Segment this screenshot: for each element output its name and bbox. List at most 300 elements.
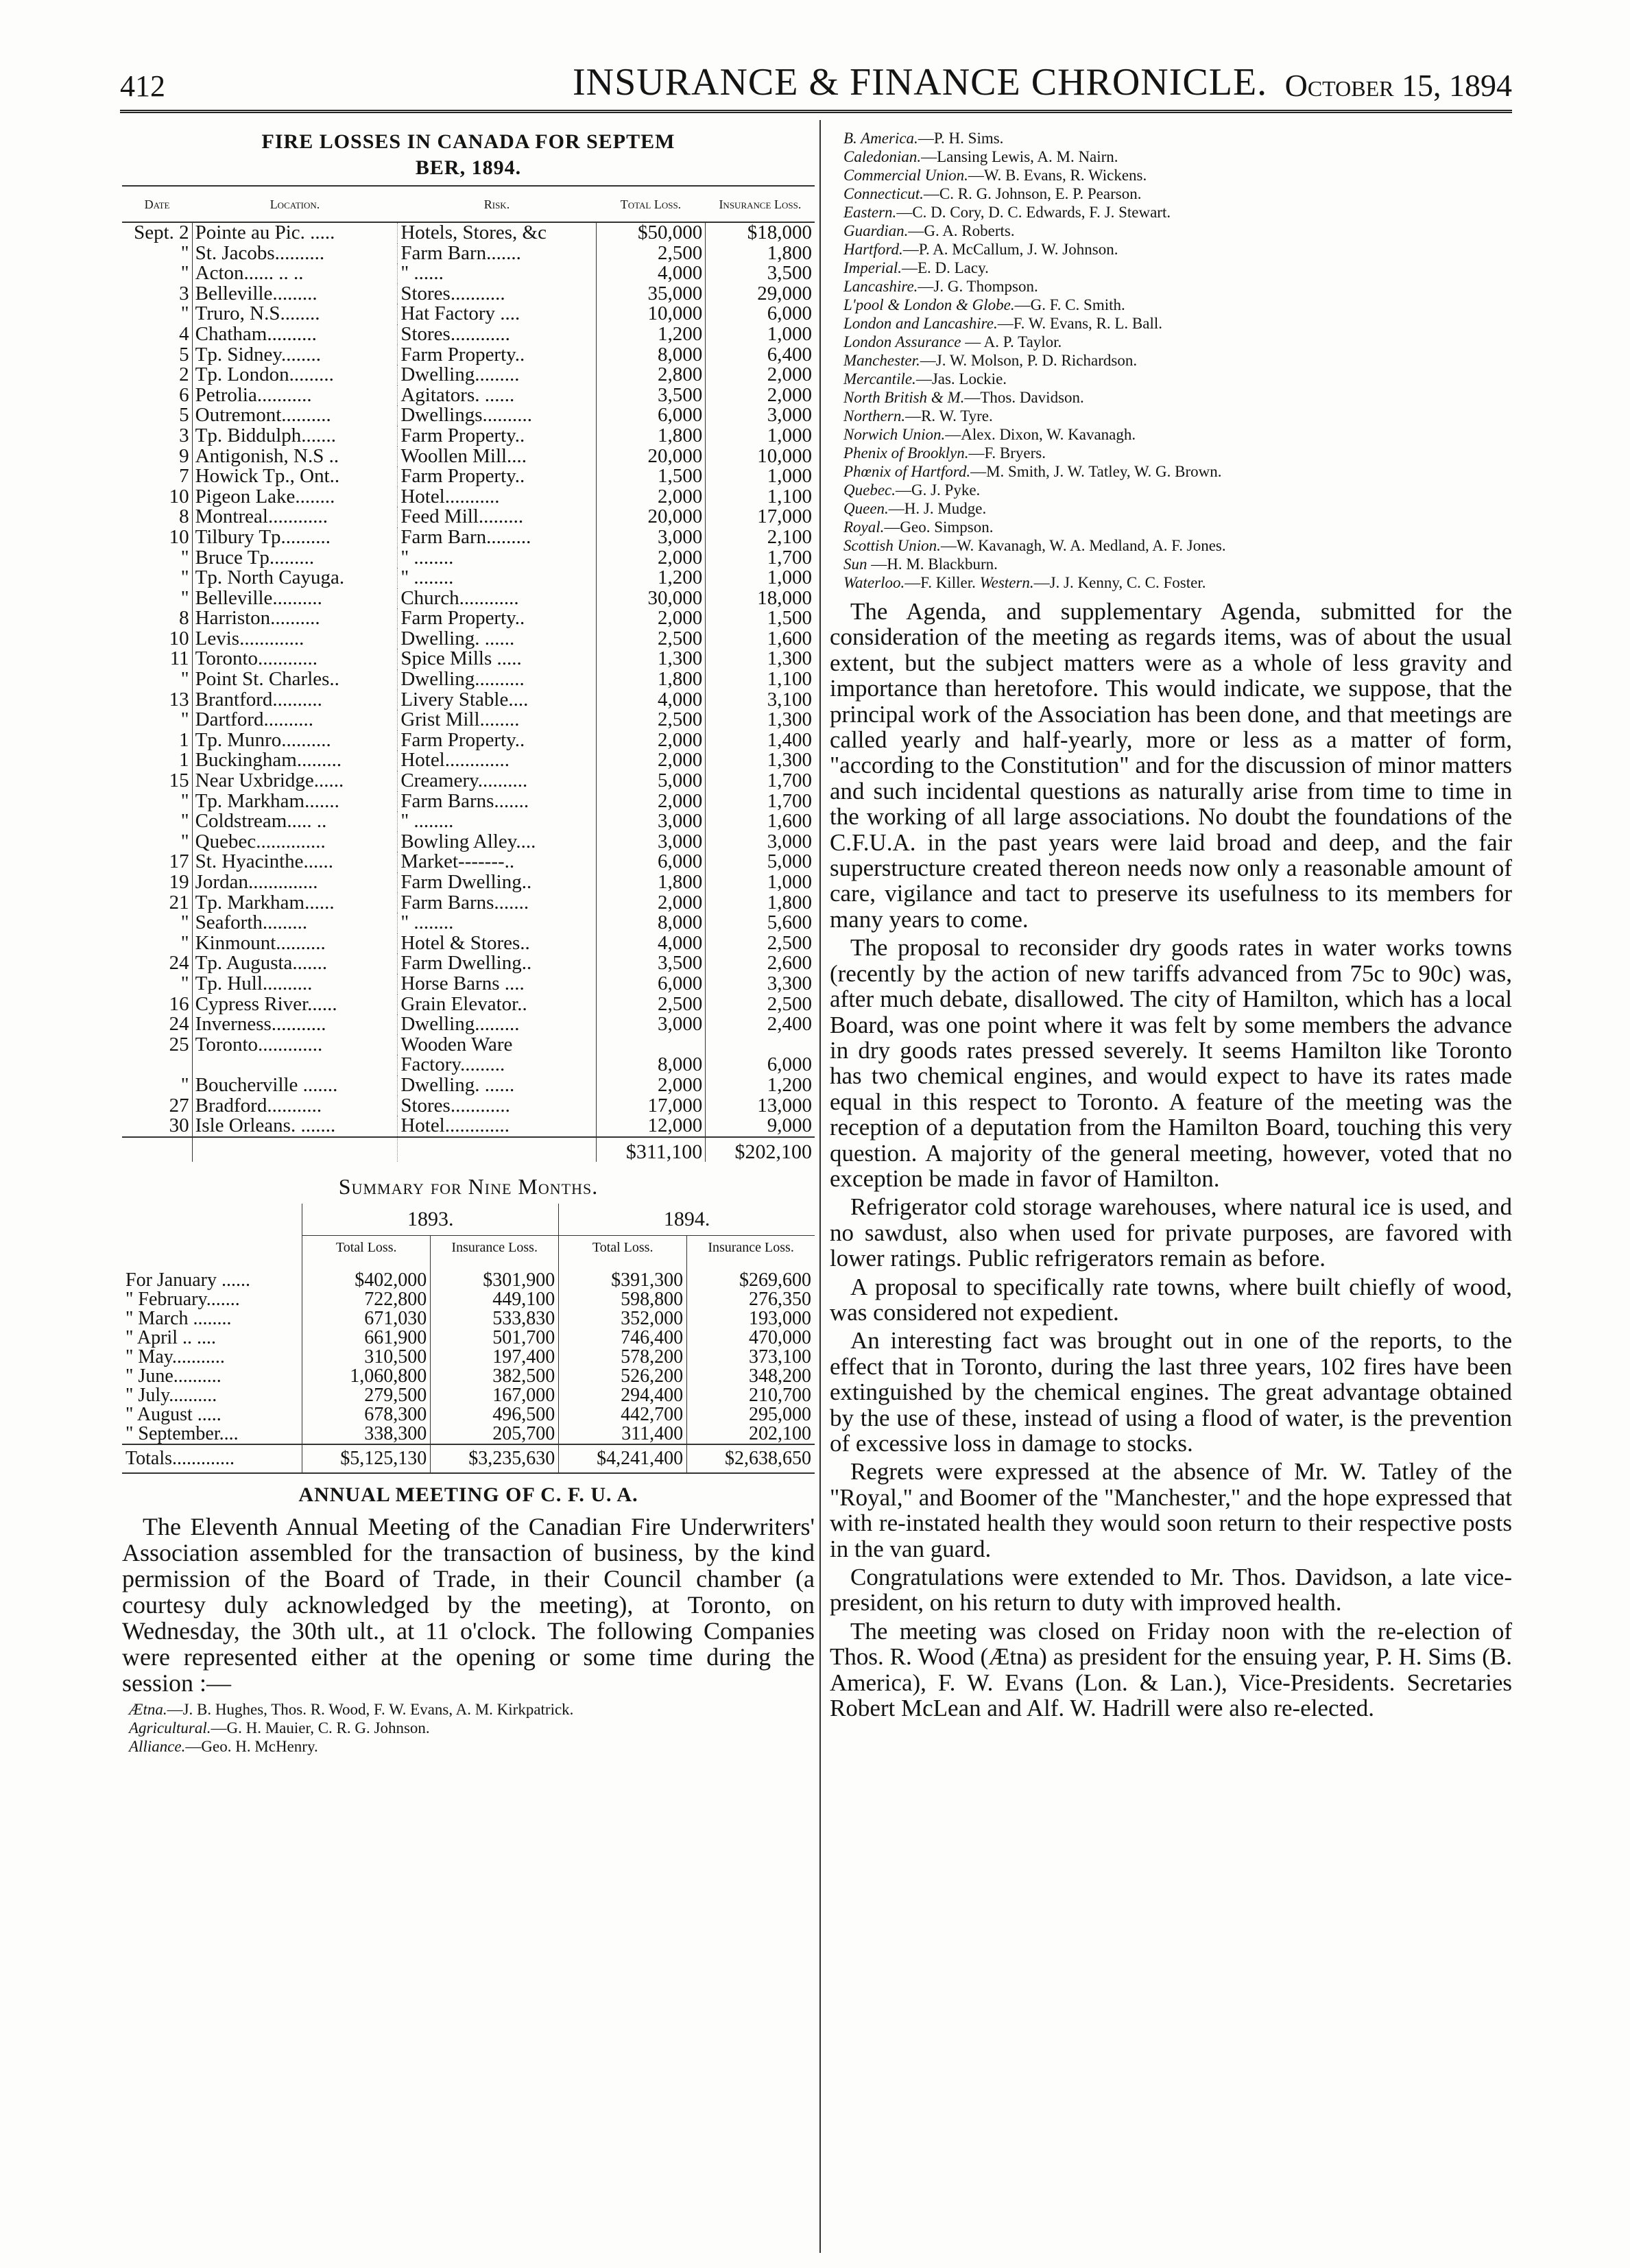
loss-location — [192, 1055, 398, 1075]
loss-insurance: 18,000 — [706, 588, 815, 609]
summary-value: 193,000 — [687, 1309, 815, 1328]
loss-location: Montreal............ — [195, 505, 328, 528]
loss-location: Tp. Munro.......... — [195, 728, 331, 751]
loss-date: " — [122, 263, 192, 284]
loss-insurance: 2,500 — [706, 933, 815, 954]
header-rule — [120, 110, 1512, 113]
loss-location: Pigeon Lake........ — [195, 485, 335, 508]
right-column — [830, 129, 1512, 1721]
loss-location: Near Uxbridge...... — [195, 769, 344, 792]
loss-risk: Farm Property.. — [398, 608, 596, 629]
loss-risk: Stores........... — [398, 284, 596, 305]
company-reps: —Jas. Lockie. — [915, 370, 1007, 387]
loss-insurance: 2,400 — [706, 1014, 815, 1035]
table-row — [122, 994, 815, 1015]
company-reps: —W. B. Evans, R. Wickens. — [968, 167, 1147, 184]
company-reps: —P. H. Sims. — [918, 130, 1004, 147]
loss-total: 10,000 — [596, 304, 706, 324]
summary-row — [122, 1405, 815, 1424]
loss-location: Truro, N.S........ — [195, 302, 320, 325]
summary-value: 167,000 — [431, 1386, 559, 1405]
loss-insurance: 2,000 — [706, 385, 815, 406]
company-name: Hartford. — [843, 241, 903, 258]
company-entry — [830, 499, 1512, 518]
table-row — [122, 304, 815, 324]
summary-value: 310,500 — [302, 1348, 431, 1367]
summary-row — [122, 1424, 815, 1444]
loss-risk: Dwelling.......... — [398, 669, 596, 690]
table-row — [122, 385, 815, 406]
loss-date: 27 — [122, 1096, 192, 1117]
loss-date: " — [122, 1075, 192, 1096]
loss-total — [596, 1035, 706, 1055]
company-entry — [830, 444, 1512, 462]
loss-risk: Hotel............. — [398, 1116, 596, 1137]
loss-total: 2,500 — [596, 710, 706, 730]
col-location: Location. — [192, 191, 398, 222]
loss-total: 20,000 — [596, 446, 706, 467]
table-row — [122, 1014, 815, 1035]
report-paragraph: The meeting was closed on Friday noon with the re-election of Thos. R. Wood (Ætna) as president for the ensuing year, P. H. Sims (B. America), F. W. Evans (Lon. & Lan.), Vice-Presidents. Secretaries Robert McLean and Alf. W. Hadrill were also re-elected. — [830, 1617, 1512, 1722]
loss-risk: Farm Barn......... — [398, 527, 596, 548]
loss-risk: Stores............ — [398, 1096, 596, 1117]
companies-list-right — [830, 129, 1512, 592]
loss-location: Buckingham......... — [195, 749, 342, 772]
company-reps: —Geo. Simpson. — [884, 518, 994, 536]
loss-location: Tp. Biddulph....... — [195, 424, 337, 446]
loss-risk: Wooden Ware — [398, 1035, 596, 1055]
loss-date: 10 — [122, 527, 192, 548]
company-entry — [830, 184, 1512, 203]
page-header — [120, 60, 1512, 108]
loss-total: 2,500 — [596, 629, 706, 649]
company-entry — [830, 407, 1512, 425]
report-paragraph: An interesting fact was brought out in one of the reports, to the effect that in Toronto, during the last three years, 102 fires have been extinguished by the chemical engines. The great advantage obtained by the use of these, instead of using a flood of water, is the prevention of excessive loss in damage to stocks. — [830, 1327, 1512, 1457]
loss-risk: Factory......... — [398, 1055, 596, 1075]
loss-date: 11 — [122, 649, 192, 669]
company-reps: —J. B. Hughes, Thos. R. Wood, F. W. Evans, A. M. Kirkpatrick. — [167, 1701, 574, 1719]
companies-list-left — [122, 1700, 815, 1756]
loss-total: 6,000 — [596, 852, 706, 872]
company-name: Connecticut. — [843, 185, 924, 202]
loss-location: St. Hyacinthe...... — [195, 850, 333, 873]
insurance-loss-sum: $202,100 — [706, 1137, 815, 1162]
loss-location: Seaforth......... — [195, 911, 308, 934]
loss-insurance: 1,300 — [706, 649, 815, 669]
company-name: Sun — [843, 556, 867, 573]
loss-date: 5 — [122, 345, 192, 366]
loss-risk: Dwelling......... — [398, 1014, 596, 1035]
loss-insurance: 1,400 — [706, 730, 815, 751]
loss-date: 4 — [122, 324, 192, 345]
loss-risk: Farm Dwelling.. — [398, 953, 596, 974]
loss-total: 1,200 — [596, 568, 706, 588]
loss-location: Coldstream..... .. — [195, 810, 327, 833]
loss-date: 3 — [122, 284, 192, 305]
loss-total: 3,000 — [596, 527, 706, 548]
fire-losses-title: FIRE LOSSES IN CANADA FOR SEPTEM BER, 1894. — [261, 130, 675, 179]
summary-month: " September.... — [125, 1423, 239, 1445]
loss-date: 6 — [122, 385, 192, 406]
summary-month: " May........... — [125, 1346, 225, 1368]
company-name: Caledonian. — [843, 148, 922, 165]
loss-location: Levis............. — [195, 627, 304, 649]
loss-risk: Agitators. ...... — [398, 385, 596, 406]
loss-risk: Market-------.. — [398, 852, 596, 872]
summary-value: 295,000 — [687, 1405, 815, 1424]
loss-location: Tilbury Tp.......... — [195, 525, 331, 548]
summary-body — [122, 1271, 815, 1444]
loss-risk: " ........ — [398, 913, 596, 933]
summary-value: 373,100 — [687, 1348, 815, 1367]
loss-location: Acton...... .. .. — [195, 262, 304, 285]
loss-insurance: 1,800 — [706, 243, 815, 264]
loss-total: 2,000 — [596, 487, 706, 508]
company-reps: —G. H. Mauier, C. R. G. Johnson. — [211, 1719, 430, 1737]
loss-insurance: 5,600 — [706, 913, 815, 933]
loss-date: " — [122, 974, 192, 994]
loss-total: 5,000 — [596, 771, 706, 791]
company-entry — [830, 166, 1512, 184]
loss-risk: " ........ — [398, 548, 596, 569]
table-row — [122, 365, 815, 385]
loss-location: Tp. Augusta....... — [195, 952, 328, 975]
company-entry — [830, 147, 1512, 166]
loss-insurance: 1,500 — [706, 608, 815, 629]
loss-total: 4,000 — [596, 933, 706, 954]
summary-month: " April .. .... — [125, 1327, 216, 1349]
summary-value: $301,900 — [431, 1271, 559, 1290]
company-reps: —Alex. Dixon, W. Kavanagh. — [945, 426, 1136, 443]
col-risk: Risk. — [398, 191, 596, 222]
loss-insurance: 3,000 — [706, 832, 815, 852]
loss-date: 10 — [122, 487, 192, 508]
company-name: Phenix of Brooklyn. — [843, 444, 969, 462]
col-date: Date — [122, 191, 192, 222]
table-row — [122, 507, 815, 527]
company-reps: —C. D. Cory, D. C. Edwards, F. J. Stewart. — [896, 204, 1171, 221]
summary-value: 205,700 — [431, 1424, 559, 1444]
summary-value: 210,700 — [687, 1386, 815, 1405]
company-reps: —E. D. Lacy. — [901, 259, 989, 276]
company-reps: —J. J. Kenny, C. C. Foster. — [1033, 574, 1206, 591]
issue-date: October 15, 1894 — [1284, 68, 1512, 103]
summary-col-row — [122, 1236, 815, 1261]
loss-date: 16 — [122, 994, 192, 1015]
loss-risk: Dwelling. ...... — [398, 629, 596, 649]
loss-date: 2 — [122, 365, 192, 385]
company-entry — [830, 351, 1512, 370]
summary-value: 578,200 — [559, 1348, 687, 1367]
loss-date: 1 — [122, 730, 192, 751]
company-name: Northern. — [843, 407, 906, 425]
company-entry — [830, 333, 1512, 351]
table-row — [122, 527, 815, 548]
loss-insurance: 10,000 — [706, 446, 815, 467]
loss-insurance: 1,000 — [706, 426, 815, 446]
company-entry — [830, 296, 1512, 314]
company-entry — [830, 536, 1512, 555]
loss-total: 2,000 — [596, 548, 706, 569]
table-row — [122, 750, 815, 771]
company-entry — [122, 1700, 815, 1719]
summary-value: 338,300 — [302, 1424, 431, 1444]
loss-date: Sept. 2 — [122, 222, 192, 243]
summary-value: 678,300 — [302, 1405, 431, 1424]
company-name: Western. — [979, 574, 1034, 591]
table-row — [122, 345, 815, 366]
table-row — [122, 324, 815, 345]
loss-total: 8,000 — [596, 1055, 706, 1075]
loss-location: Outremont.......... — [195, 404, 331, 427]
summary-value: 470,000 — [687, 1328, 815, 1348]
loss-insurance: 1,700 — [706, 771, 815, 791]
loss-date: 1 — [122, 750, 192, 771]
loss-location: Brantford.......... — [195, 688, 322, 711]
loss-insurance: 1,200 — [706, 1075, 815, 1096]
page-number: 412 — [120, 69, 165, 103]
loss-total: 35,000 — [596, 284, 706, 305]
company-reps: —Lansing Lewis, A. M. Nairn. — [921, 148, 1118, 165]
loss-date: " — [122, 304, 192, 324]
summary-month: " March ........ — [125, 1308, 232, 1330]
company-name: Waterloo. — [843, 574, 905, 591]
company-entry — [830, 481, 1512, 499]
loss-date: 24 — [122, 953, 192, 974]
table-row — [122, 466, 815, 487]
table-row — [122, 649, 815, 669]
loss-date: " — [122, 832, 192, 852]
summary-row — [122, 1386, 815, 1405]
company-name: Royal. — [843, 518, 885, 536]
company-entry — [830, 425, 1512, 444]
summary-value: 496,500 — [431, 1405, 559, 1424]
loss-total: 6,000 — [596, 405, 706, 426]
company-name: North British & M. — [843, 389, 965, 406]
company-reps: —Geo. H. McHenry. — [185, 1738, 318, 1756]
loss-total: 1,500 — [596, 466, 706, 487]
report-paragraph: The proposal to reconsider dry goods rates in water works towns (recently by the action of new tariffs advanced from 75c to 90c) was, after much debate, disallowed. The city of Hamilton, which has a local Board, was one point where it was felt by some members the advance in dry goods rates pressed severely. It seems Hamilton like Toronto has two chemical engines, and would expect to have its rates made equal in this respect to Toronto. A feature of the meeting was the reception of a deputation from the Hamilton Board, touching this very question. A majority of the general meeting, however, voted that no exception be made in favor of Hamilton. — [830, 934, 1512, 1192]
loss-location: Harriston.......... — [195, 607, 320, 630]
loss-date: " — [122, 669, 192, 690]
loss-insurance: 1,000 — [706, 466, 815, 487]
loss-location: Jordan.............. — [195, 871, 318, 893]
loss-total: 17,000 — [596, 1096, 706, 1117]
summary-year-row — [122, 1204, 815, 1236]
company-entry — [830, 555, 1512, 573]
loss-total: 2,000 — [596, 750, 706, 771]
loss-insurance: 1,100 — [706, 487, 815, 508]
report-paragraph: Congratulations were extended to Mr. Thos. Davidson, a late vice-president, on his return to duty with improved health. — [830, 1564, 1512, 1616]
loss-insurance: 3,300 — [706, 974, 815, 994]
company-entry — [830, 314, 1512, 333]
company-name: B. America. — [843, 130, 918, 147]
summary-row — [122, 1309, 815, 1328]
loss-location: Inverness........... — [195, 1013, 326, 1036]
loss-risk: Hotels, Stores, &c — [398, 222, 596, 243]
company-name: Norwich Union. — [843, 426, 946, 443]
company-entry — [122, 1719, 815, 1737]
company-reps: —J. G. Thompson. — [918, 278, 1038, 295]
company-name: Manchester. — [843, 352, 920, 369]
loss-date: 17 — [122, 852, 192, 872]
table-row — [122, 446, 815, 467]
summary-title: Summary for Nine Months. — [338, 1174, 599, 1199]
loss-location: Point St. Charles.. — [195, 668, 339, 691]
company-entry — [830, 240, 1512, 259]
loss-total: 8,000 — [596, 913, 706, 933]
loss-insurance: 1,300 — [706, 710, 815, 730]
loss-location: Chatham.......... — [195, 322, 317, 345]
loss-risk: Livery Stable.... — [398, 690, 596, 711]
meeting-report — [830, 599, 1512, 1721]
loss-date — [122, 1055, 192, 1075]
loss-date: " — [122, 243, 192, 264]
loss-location: Tp. Hull.......... — [195, 972, 313, 994]
table-row — [122, 1096, 815, 1117]
loss-total: 2,000 — [596, 730, 706, 751]
table-row — [122, 832, 815, 852]
company-name: Ætna. — [129, 1701, 167, 1719]
loss-insurance: 1,300 — [706, 750, 815, 771]
loss-insurance: 5,000 — [706, 852, 815, 872]
loss-location: Toronto............. — [195, 1033, 323, 1055]
loss-total: 3,000 — [596, 811, 706, 832]
company-name: London and Lancashire. — [843, 315, 998, 332]
loss-risk: Farm Property.. — [398, 466, 596, 487]
summary-value: 442,700 — [559, 1405, 687, 1424]
loss-insurance: 17,000 — [706, 507, 815, 527]
loss-date: " — [122, 568, 192, 588]
table-row — [122, 811, 815, 832]
loss-risk: " ...... — [398, 263, 596, 284]
loss-location: Tp. Markham....... — [195, 789, 339, 812]
summary-value: 526,200 — [559, 1367, 687, 1386]
loss-date: 7 — [122, 466, 192, 487]
loss-location: Bradford........... — [195, 1094, 322, 1117]
loss-date: " — [122, 710, 192, 730]
loss-date: 3 — [122, 426, 192, 446]
summary-value: 197,400 — [431, 1348, 559, 1367]
table-row — [122, 771, 815, 791]
loss-insurance: 1,700 — [706, 548, 815, 569]
fire-losses-header-row — [122, 191, 815, 222]
summary-value: 348,200 — [687, 1367, 815, 1386]
loss-total: 2,000 — [596, 1075, 706, 1096]
table-row — [122, 710, 815, 730]
company-name: Scottish Union. — [843, 537, 941, 554]
loss-insurance: 6,000 — [706, 304, 815, 324]
company-reps: —F. W. Evans, R. L. Ball. — [997, 315, 1163, 332]
loss-date: 10 — [122, 629, 192, 649]
loss-risk: Bowling Alley.... — [398, 832, 596, 852]
summary-value: 276,350 — [687, 1290, 815, 1309]
loss-risk: Grist Mill........ — [398, 710, 596, 730]
meeting-intro: The Eleventh Annual Meeting of the Canadian Fire Underwriters' Association assembled for the transaction of business, by the kind permission of the Board of Trade, in their Council chamber (a courtesy duly acknowledged by the meeting), at Toronto, on Wednesday, the 30th ult., at 11 o'clock. The following Companies were represented either at the opening or some time during the session :— — [122, 1513, 815, 1697]
loss-insurance: 3,100 — [706, 690, 815, 711]
loss-insurance: 2,100 — [706, 527, 815, 548]
loss-location: Toronto............ — [195, 647, 318, 670]
company-entry — [830, 222, 1512, 240]
company-entry — [830, 203, 1512, 222]
loss-insurance: 3,500 — [706, 263, 815, 284]
summary-value: 279,500 — [302, 1386, 431, 1405]
loss-date: 5 — [122, 405, 192, 426]
summary-value: 202,100 — [687, 1424, 815, 1444]
report-paragraph: A proposal to specifically rate towns, where built chiefly of wood, was considered not expedient. — [830, 1273, 1512, 1326]
loss-location: Dartford.......... — [195, 708, 313, 731]
summary-value: 722,800 — [302, 1290, 431, 1309]
company-name: Guardian. — [843, 222, 909, 239]
loss-total: 2,500 — [596, 243, 706, 264]
year-1894: 1894. — [559, 1204, 815, 1236]
table-row — [122, 1055, 815, 1075]
loss-insurance: 2,000 — [706, 365, 815, 385]
loss-risk: Church............ — [398, 588, 596, 609]
loss-location: Isle Orleans. ....... — [195, 1114, 336, 1137]
table-row — [122, 669, 815, 690]
table-row — [122, 284, 815, 305]
summary-value: 598,800 — [559, 1290, 687, 1309]
company-reps: —G. F. C. Smith. — [1014, 296, 1125, 313]
company-reps: —Thos. Davidson. — [964, 389, 1084, 406]
company-reps: —R. W. Tyre. — [905, 407, 993, 425]
loss-date: 9 — [122, 446, 192, 467]
table-row — [122, 629, 815, 649]
loss-risk: Farm Property.. — [398, 345, 596, 366]
summary-month: " February....... — [125, 1289, 240, 1311]
loss-insurance: 2,500 — [706, 994, 815, 1015]
summary-value: 449,100 — [431, 1290, 559, 1309]
loss-location: Bruce Tp......... — [195, 546, 315, 569]
summary-row — [122, 1271, 815, 1290]
loss-date: 30 — [122, 1116, 192, 1137]
loss-insurance: 1,000 — [706, 568, 815, 588]
total-loss-sum: $311,100 — [596, 1137, 706, 1162]
table-row — [122, 893, 815, 914]
loss-total: 20,000 — [596, 507, 706, 527]
table-row — [122, 548, 815, 569]
fire-losses-total-row — [122, 1137, 815, 1162]
loss-insurance: 6,000 — [706, 1055, 815, 1075]
table-row — [122, 568, 815, 588]
loss-date: 24 — [122, 1014, 192, 1035]
loss-risk: Farm Barns....... — [398, 893, 596, 914]
loss-total: 3,500 — [596, 953, 706, 974]
loss-insurance: 29,000 — [706, 284, 815, 305]
loss-insurance: 9,000 — [706, 1116, 815, 1137]
loss-total: 12,000 — [596, 1116, 706, 1137]
loss-location: Cypress River...... — [195, 992, 337, 1015]
summary-value: 533,830 — [431, 1309, 559, 1328]
loss-location: Tp. London......... — [195, 363, 334, 386]
loss-date: " — [122, 588, 192, 609]
summary-row — [122, 1367, 815, 1386]
loss-date: 25 — [122, 1035, 192, 1055]
loss-location: Tp. North Cayuga. — [195, 566, 345, 589]
loss-total: 3,000 — [596, 1014, 706, 1035]
loss-risk: Stores............ — [398, 324, 596, 345]
company-reps: —W. Kavanagh, W. A. Medland, A. F. Jones. — [940, 537, 1226, 554]
loss-date: 21 — [122, 893, 192, 914]
company-name: Eastern. — [843, 204, 897, 221]
table-row — [122, 852, 815, 872]
loss-date: 13 — [122, 690, 192, 711]
company-entry — [830, 573, 1512, 592]
company-entry — [830, 370, 1512, 388]
summary-value: 661,900 — [302, 1328, 431, 1348]
loss-date: 15 — [122, 771, 192, 791]
